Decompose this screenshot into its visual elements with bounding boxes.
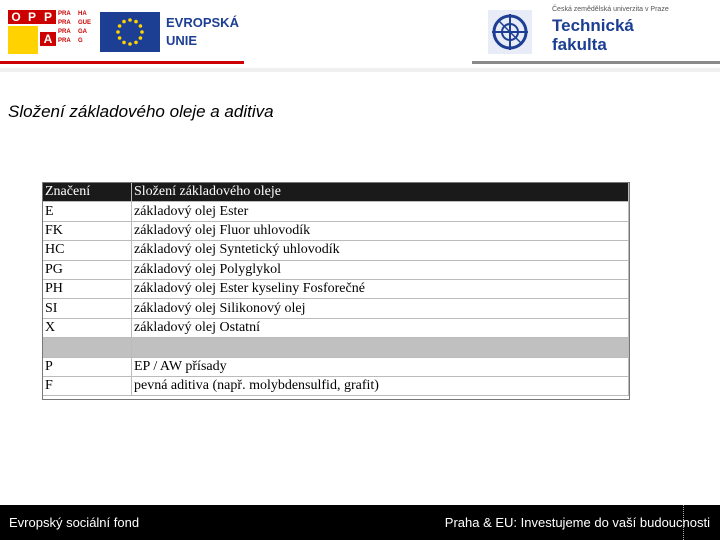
- row-code: F: [43, 376, 132, 395]
- table-row: [43, 357, 629, 376]
- faculty-university-name: Česká zemědělská univerzita v Praze: [552, 6, 669, 13]
- row-code: PH: [43, 279, 132, 298]
- table-row: [43, 318, 629, 337]
- opp-logo: [8, 10, 56, 54]
- table-row: [43, 260, 629, 279]
- table-row: [43, 202, 629, 221]
- row-code: FK: [43, 221, 132, 240]
- row-description: základový olej Polyglykol: [132, 260, 629, 279]
- row-description: základový olej Silikonový olej: [132, 299, 629, 318]
- faculty-line-1: Technická: [552, 16, 634, 35]
- row-code: SI: [43, 299, 132, 318]
- row-code: [43, 338, 132, 357]
- faculty-emblem-icon: [486, 8, 534, 56]
- table-row: [43, 241, 629, 260]
- row-description: EP / AW přísady: [132, 357, 629, 376]
- opp-eu-logo: [0, 0, 244, 64]
- faculty-name: [552, 16, 634, 54]
- header-code: Značení: [43, 183, 132, 202]
- table-row: [43, 279, 629, 298]
- opp-yellow-block: [8, 26, 38, 54]
- faculty-logo: [472, 0, 720, 64]
- row-description: základový olej Ester kyseliny Fosforečné: [132, 279, 629, 298]
- row-code: E: [43, 202, 132, 221]
- eu-flag-icon: [100, 12, 160, 52]
- opp-letter-4: A: [40, 32, 56, 46]
- table-header-row: [43, 183, 629, 202]
- row-code: HC: [43, 241, 132, 260]
- eu-line-1: EVROPSKÁ: [166, 15, 239, 30]
- opp-letter-3: P: [40, 10, 56, 24]
- praha-left-1: PRA: [58, 11, 71, 17]
- row-code: PG: [43, 260, 132, 279]
- table-row: [43, 376, 629, 395]
- row-description: [132, 338, 629, 357]
- praha-left-3: PRA: [58, 29, 71, 35]
- table-separator-row: [43, 338, 629, 357]
- row-code: P: [43, 357, 132, 376]
- row-code: X: [43, 318, 132, 337]
- praha-mid-1: HA: [78, 11, 87, 17]
- footer-bar: [0, 505, 720, 540]
- oil-codes-table: [42, 182, 630, 400]
- opp-letter-1: O: [8, 10, 24, 24]
- table-row: [43, 299, 629, 318]
- praha-mid-4: G: [78, 38, 83, 44]
- row-description: základový olej Syntetický uhlovodík: [132, 241, 629, 260]
- row-description: základový olej Ester: [132, 202, 629, 221]
- opp-letter-2: P: [24, 10, 40, 24]
- codes-table: [43, 183, 629, 396]
- praha-mid-3: GA: [78, 29, 87, 35]
- eu-text: [166, 14, 239, 50]
- header-divider: [0, 68, 720, 72]
- praha-mid-2: GUE: [78, 20, 92, 26]
- row-description: pevná aditiva (např. molybdensulfid, grafit): [132, 376, 629, 395]
- praha-left-2: PRA: [58, 20, 71, 26]
- table-row: [43, 221, 629, 240]
- footer-left-text: Evropský sociální fond: [9, 515, 140, 530]
- footer-right-text: Praha & EU: Investujeme do vaší budoucnosti: [444, 515, 710, 530]
- header-composition: Složení základového oleje: [132, 183, 629, 202]
- praha-logo: [58, 10, 96, 54]
- faculty-line-2: fakulta: [552, 35, 607, 54]
- eu-line-2: UNIE: [166, 33, 198, 48]
- header: [0, 0, 720, 72]
- row-description: základový olej Fluor uhlovodík: [132, 221, 629, 240]
- slide-title: Složení základového oleje a aditiva: [8, 102, 274, 121]
- praha-left-4: PRA: [58, 38, 71, 44]
- row-description: základový olej Ostatní: [132, 318, 629, 337]
